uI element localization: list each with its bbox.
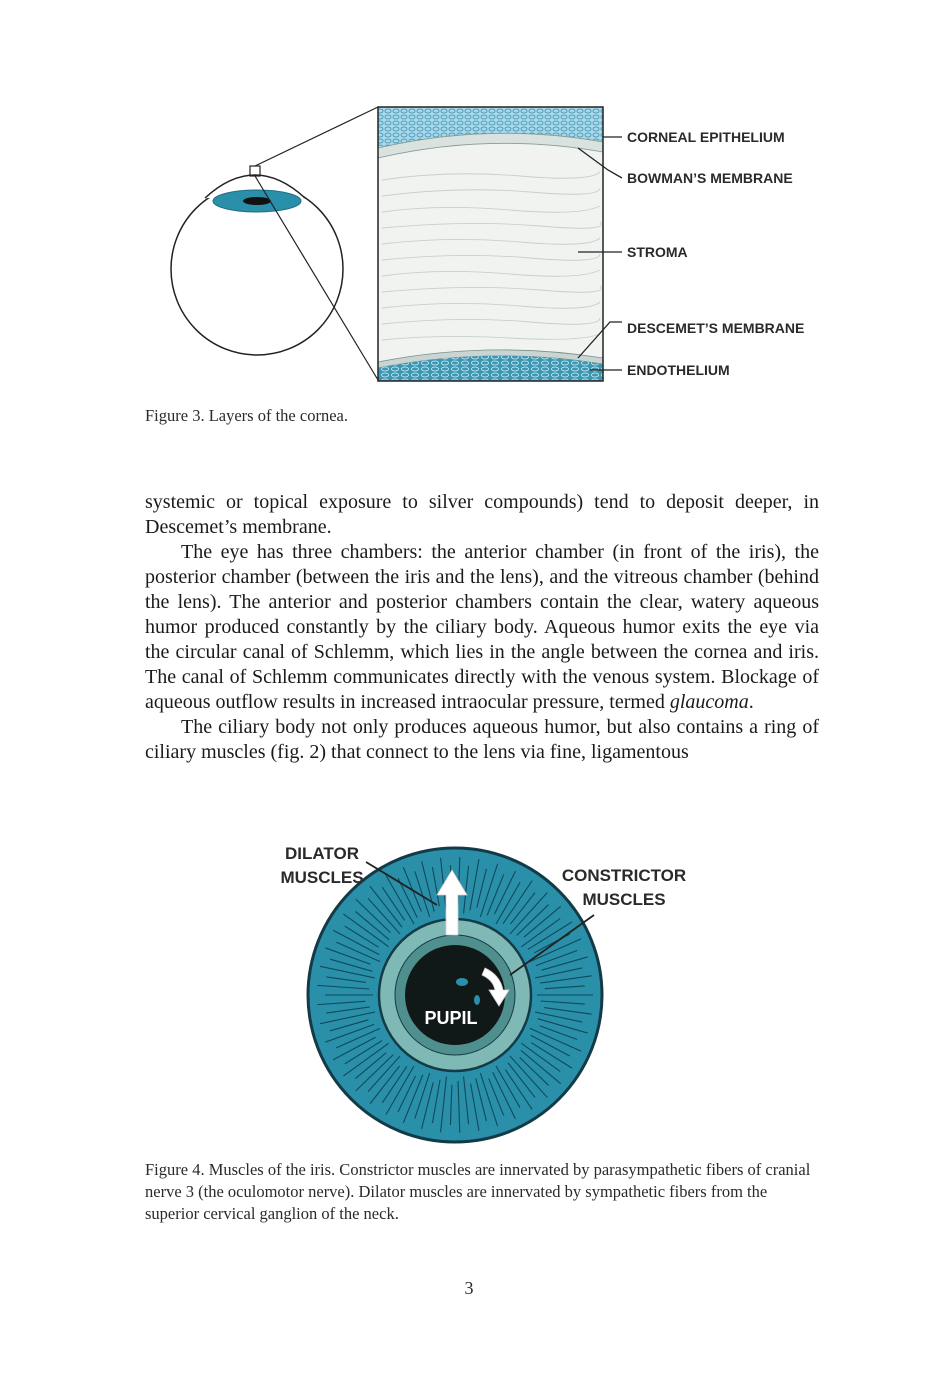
paragraph-2-text: The eye has three chambers: the anterior chamber (in front of the iris), the posterior chamber (between the iris and the lens), and the vitreous chamber (behind the lens). The anterior and posterior chambers contain the clear, watery aqueous humor produced constantly by the ciliary body. Aqueous humor exits the eye via the circular canal of Schlemm, which lies in the angle between the cornea and iris. The canal of Schlemm communicates directly with the venous system. Blockage of aqueous outflow results in increased intraocular pressure, termed [145,541,819,713]
figure-3-caption: Figure 3. Layers of the cornea. [145,406,348,425]
label-bowmans-membrane: BOWMAN’S MEMBRANE [627,170,793,186]
label-pupil: PUPIL [424,1008,478,1028]
label-constrictor-line1: CONSTRICTOR [561,866,687,885]
paragraph-3: The ciliary body not only produces aqueous humor, but also contains a ring of ciliary muscles (fig. 2) that connect to the lens via fine, ligamentous [145,716,819,763]
paragraph-1: systemic or topical exposure to silver compounds) tend to deposit deeper, in Descemet’s membrane. [145,491,819,538]
glaucoma-term: glaucoma [669,691,749,713]
paragraph-2-end: . [748,691,754,713]
label-dilator-line1: DILATOR [285,844,359,863]
label-stroma: STROMA [627,244,688,260]
label-dilator-line2: MUSCLES [280,868,364,887]
figure-4-caption: Figure 4. Muscles of the iris. Constrictor muscles are innervated by parasympathetic fibers of cranial nerve 3 (the oculomotor nerve). Dilator muscles are innervated by sympathetic fibers from the superior cervical ganglion of the neck. [145,1160,811,1223]
label-descemets-membrane: DESCEMET’S MEMBRANE [627,320,805,336]
label-corneal-epithelium: CORNEAL EPITHELIUM [627,129,785,145]
pupil-icon [405,945,505,1045]
page-number: 3 [464,1278,474,1298]
label-constrictor-line2: MUSCLES [582,890,666,909]
label-endothelium: ENDOTHELIUM [627,362,730,378]
